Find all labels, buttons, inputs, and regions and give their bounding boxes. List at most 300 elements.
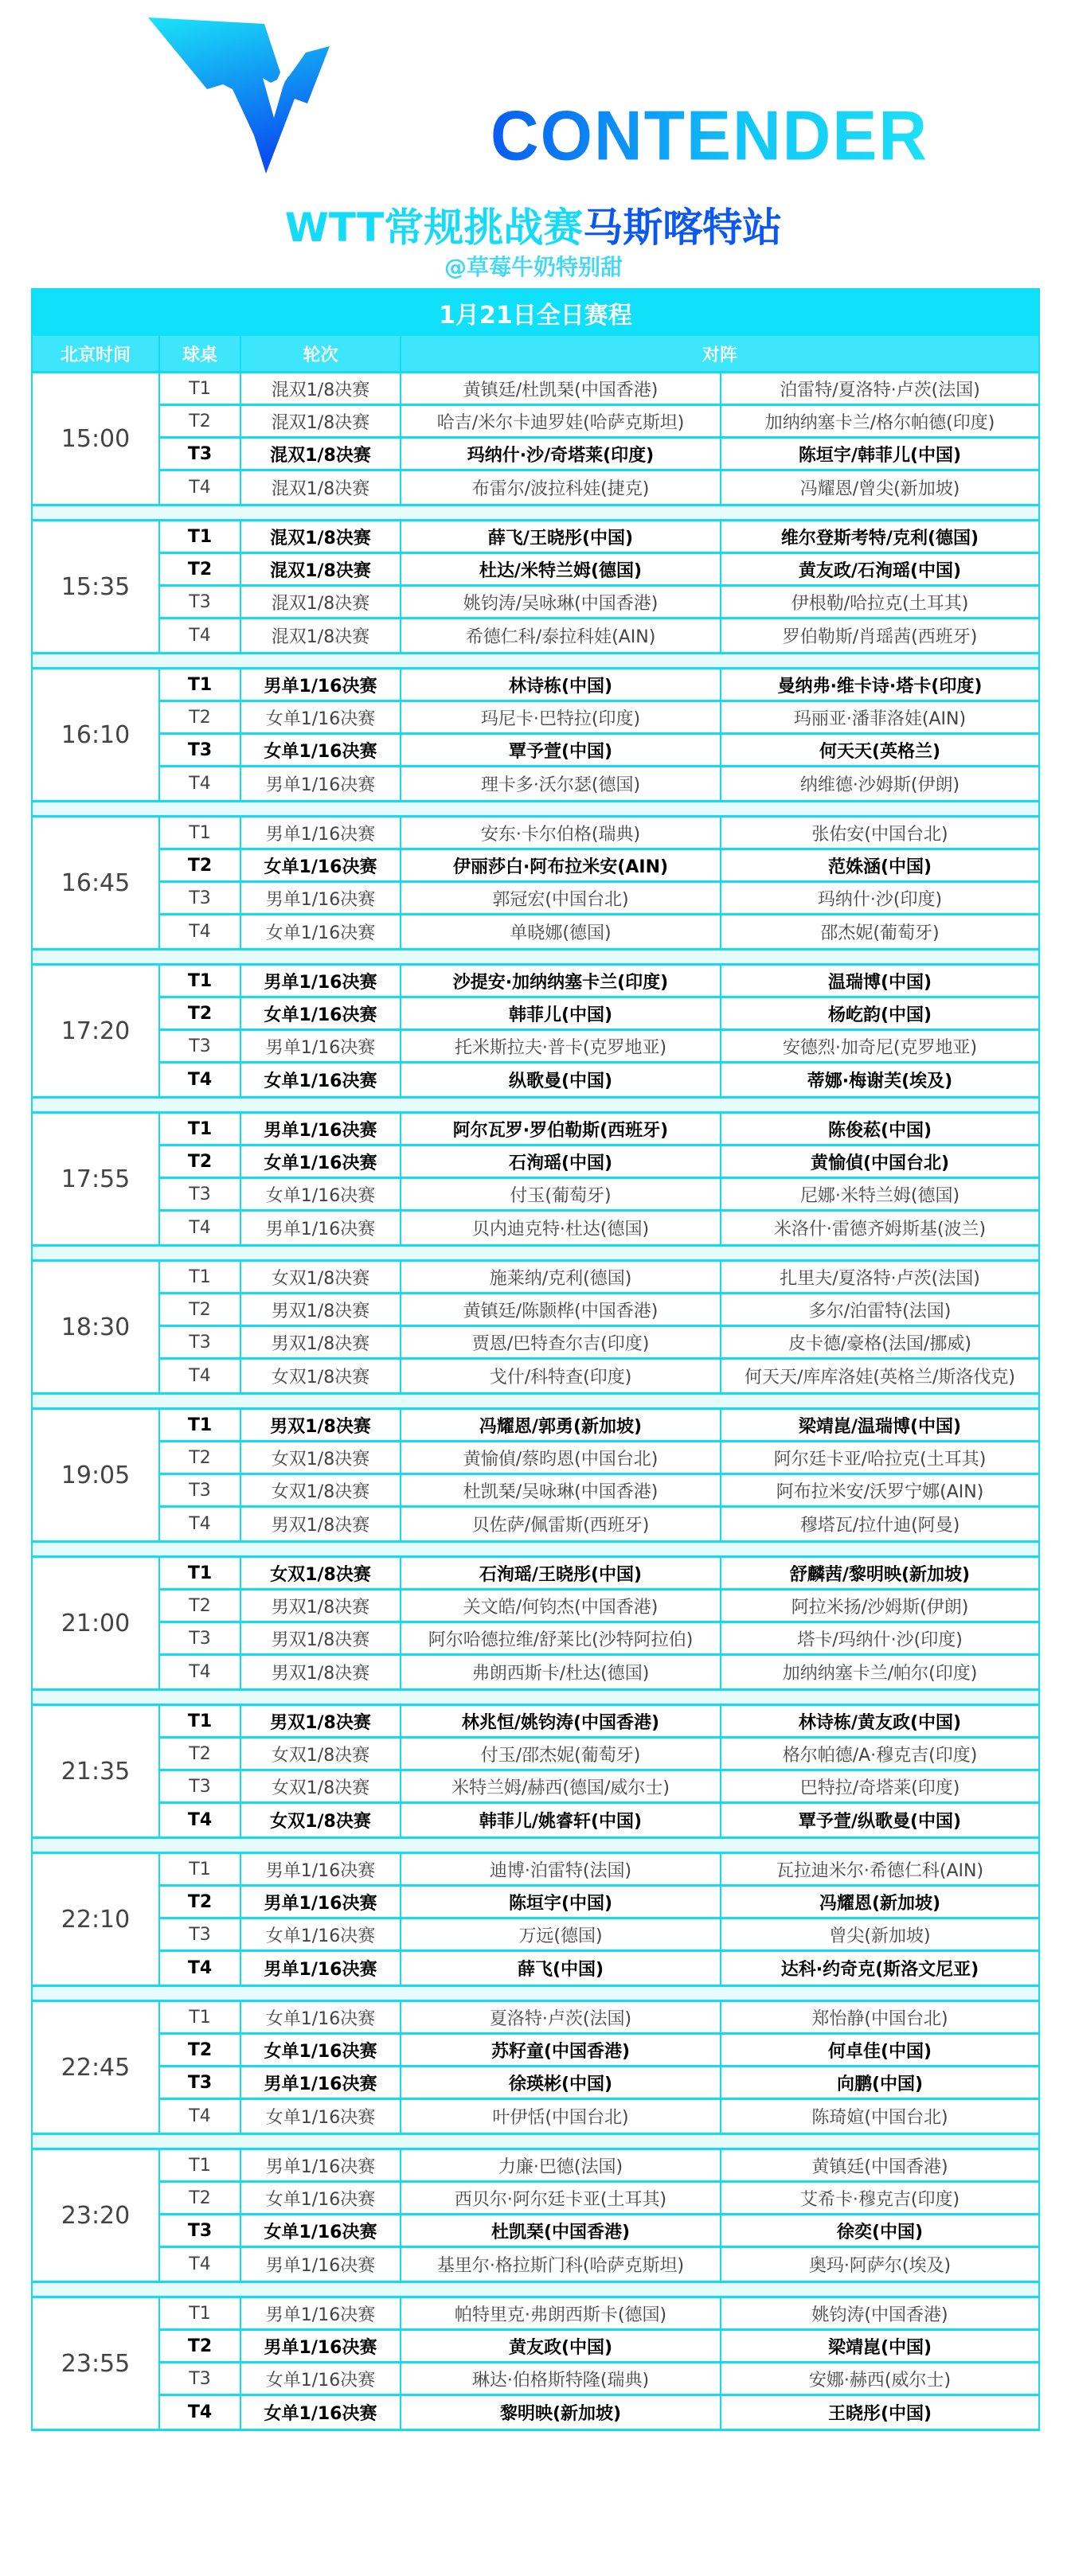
header-round: 轮次 bbox=[241, 336, 401, 371]
time-cell: 21:35 bbox=[33, 1706, 160, 1836]
round-cell: 混双1/8决赛 bbox=[241, 406, 401, 436]
time-block bbox=[33, 1114, 1038, 1247]
time-block bbox=[33, 1706, 1038, 1839]
block-rows bbox=[160, 2298, 1038, 2429]
player-a: 力廉·巴德(法国) bbox=[401, 2150, 721, 2180]
time-cell: 21:00 bbox=[33, 1558, 160, 1688]
block-spacer bbox=[33, 2283, 1038, 2298]
player-b: 陈垣宇/韩菲儿(中国) bbox=[798, 445, 962, 466]
title-series: WTT常规挑战赛 bbox=[284, 205, 584, 251]
player-b: 黄镇廷(中国香港) bbox=[811, 2156, 948, 2177]
round-cell: 女单1/16决赛 bbox=[241, 2002, 401, 2032]
player-a: 叶伊恬(中国台北) bbox=[401, 2100, 721, 2133]
table-row bbox=[160, 702, 1038, 735]
table-row bbox=[160, 2363, 1038, 2396]
table-row bbox=[160, 1739, 1038, 1771]
table-row bbox=[160, 1179, 1038, 1212]
table-row bbox=[160, 1212, 1038, 1244]
player-a: 西贝尔·阿尔廷卡亚(土耳其) bbox=[401, 2183, 721, 2213]
block-spacer bbox=[33, 1543, 1038, 1558]
block-spacer bbox=[33, 654, 1038, 669]
table-number: T3 bbox=[160, 1771, 241, 1801]
player-b: 艾希卡·穆克吉(印度) bbox=[799, 2189, 960, 2210]
table-number: T3 bbox=[160, 2215, 241, 2246]
player-b: 何天天/库库洛娃(英格兰/斯洛伐克) bbox=[745, 1368, 1015, 1388]
block-spacer bbox=[33, 1839, 1038, 1854]
table-number: T3 bbox=[160, 2363, 241, 2394]
table-row bbox=[160, 619, 1038, 652]
table-number: T2 bbox=[160, 998, 241, 1028]
player-b: 米洛什·雷德齐姆斯基(波兰) bbox=[773, 1220, 987, 1239]
table-row bbox=[160, 2331, 1038, 2363]
time-block bbox=[33, 1410, 1038, 1543]
table-number: T4 bbox=[160, 767, 241, 800]
table-number: T4 bbox=[160, 1360, 241, 1392]
round-cell: 混双1/8决赛 bbox=[241, 587, 401, 617]
round-cell: 女单1/16决赛 bbox=[241, 702, 401, 732]
table-row bbox=[160, 767, 1038, 800]
round-cell: 女单1/16决赛 bbox=[241, 850, 401, 880]
time-cell: 16:10 bbox=[33, 669, 160, 800]
round-cell: 女单1/16决赛 bbox=[241, 1179, 401, 1209]
table-row bbox=[160, 2100, 1038, 2133]
player-b: 塔卡/玛纳什·沙(印度) bbox=[797, 1630, 963, 1650]
table-row bbox=[160, 1262, 1038, 1294]
header-matchup: 对阵 bbox=[702, 345, 737, 365]
round-cell: 男单1/16决赛 bbox=[241, 2331, 401, 2361]
table-row bbox=[160, 2002, 1038, 2035]
player-a: 贝内迪克特·杜达(德国) bbox=[401, 1212, 721, 1244]
player-a: 施莱纳/克利(德国) bbox=[401, 1262, 721, 1292]
player-b: 温瑞博(中国) bbox=[827, 972, 932, 993]
table-number: T4 bbox=[160, 471, 241, 504]
player-b: 伊根勒/哈拉克(土耳其) bbox=[791, 593, 969, 614]
table-number: T1 bbox=[160, 373, 241, 404]
round-cell: 男双1/8决赛 bbox=[241, 1656, 401, 1688]
player-b: 黄愉偵(中国台北) bbox=[810, 1153, 950, 1173]
block-rows bbox=[160, 818, 1038, 948]
player-a: 陈垣宇(中国) bbox=[401, 1887, 721, 1917]
table-number: T4 bbox=[160, 2100, 241, 2133]
table-number: T3 bbox=[160, 1919, 241, 1950]
player-b: 加纳纳塞卡兰/帕尔(印度) bbox=[782, 1664, 978, 1684]
table-number: T2 bbox=[160, 1887, 241, 1917]
player-b: 曾尖(新加坡) bbox=[829, 1926, 931, 1946]
time-cell: 23:20 bbox=[33, 2150, 160, 2281]
time-cell: 17:55 bbox=[33, 1114, 160, 1244]
player-b: 冯耀恩/曾尖(新加坡) bbox=[799, 479, 960, 499]
table-number: T1 bbox=[160, 1262, 241, 1292]
player-a: 阿尔哈德拉维/舒莱比(沙特阿拉伯) bbox=[401, 1623, 721, 1653]
event-title bbox=[0, 196, 1067, 253]
table-number: T4 bbox=[160, 2248, 241, 2281]
table-row bbox=[160, 883, 1038, 915]
table-row bbox=[160, 471, 1038, 504]
player-b: 冯耀恩(新加坡) bbox=[819, 1893, 941, 1914]
player-b: 纳维德·沙姆斯(伊朗) bbox=[799, 775, 960, 795]
player-a: 玛尼卡·巴特拉(印度) bbox=[401, 702, 721, 732]
table-row bbox=[160, 2035, 1038, 2067]
player-a: 布雷尔/波拉科娃(捷克) bbox=[401, 471, 721, 504]
round-cell: 女单1/16决赛 bbox=[241, 735, 401, 765]
player-a: 沙提安·加纳纳塞卡兰(印度) bbox=[401, 966, 721, 996]
player-b: 维尔登斯考特/克利(德国) bbox=[780, 528, 979, 548]
round-cell: 男双1/8决赛 bbox=[241, 1706, 401, 1736]
block-rows bbox=[160, 2002, 1038, 2133]
player-a: 安东·卡尔伯格(瑞典) bbox=[401, 818, 721, 848]
block-spacer bbox=[33, 802, 1038, 818]
player-a: 理卡多·沃尔瑟(德国) bbox=[401, 767, 721, 800]
time-cell: 22:10 bbox=[33, 1854, 160, 1985]
table-row bbox=[160, 1360, 1038, 1392]
player-b: 穆塔瓦/拉什迪(阿曼) bbox=[799, 1516, 960, 1536]
round-cell: 女双1/8决赛 bbox=[241, 1771, 401, 1801]
table-number: T3 bbox=[160, 1179, 241, 1209]
round-cell: 女双1/8决赛 bbox=[241, 1804, 401, 1836]
table-number: T2 bbox=[160, 1294, 241, 1325]
player-a: 韩菲儿(中国) bbox=[401, 998, 721, 1028]
table-number: T1 bbox=[160, 966, 241, 996]
round-cell: 女单1/16决赛 bbox=[241, 2363, 401, 2394]
round-cell: 女单1/16决赛 bbox=[241, 1064, 401, 1096]
player-a: 林诗栋(中国) bbox=[401, 669, 721, 700]
table-row bbox=[160, 1031, 1038, 1064]
time-block bbox=[33, 1854, 1038, 1987]
round-cell: 女双1/8决赛 bbox=[241, 1262, 401, 1292]
player-b: 范姝涵(中国) bbox=[827, 857, 932, 877]
player-b: 覃予萱/纵歌曼(中国) bbox=[798, 1812, 962, 1832]
player-a: 玛纳什·沙/奇塔莱(印度) bbox=[401, 439, 721, 469]
player-a: 伊丽莎白·阿布拉米安(AIN) bbox=[401, 850, 721, 880]
player-b: 何天天(英格兰) bbox=[819, 741, 941, 762]
table-row bbox=[160, 373, 1038, 406]
table-number: T3 bbox=[160, 2067, 241, 2098]
round-cell: 男单1/16决赛 bbox=[241, 966, 401, 996]
table-row bbox=[160, 406, 1038, 439]
player-a: 姚钧涛/吴咏琳(中国香港) bbox=[401, 587, 721, 617]
table-number: T3 bbox=[160, 1031, 241, 1061]
round-cell: 女单1/16决赛 bbox=[241, 915, 401, 948]
author-credit: @草莓牛奶特别甜 bbox=[444, 254, 623, 280]
round-cell: 女双1/8决赛 bbox=[241, 1558, 401, 1588]
player-a: 薛飞/王晓彤(中国) bbox=[401, 521, 721, 552]
block-rows bbox=[160, 1706, 1038, 1836]
player-b: 多尔/泊雷特(法国) bbox=[808, 1301, 952, 1321]
player-b: 阿尔廷卡亚/哈拉克(土耳其) bbox=[773, 1449, 987, 1469]
block-spacer bbox=[33, 1691, 1038, 1706]
table-row bbox=[160, 1706, 1038, 1739]
table-row bbox=[160, 1854, 1038, 1887]
round-cell: 混双1/8决赛 bbox=[241, 373, 401, 404]
player-a: 覃予萱(中国) bbox=[401, 735, 721, 765]
table-row bbox=[160, 966, 1038, 998]
table-number: T4 bbox=[160, 915, 241, 948]
table-number: T1 bbox=[160, 521, 241, 552]
round-cell: 男单1/16决赛 bbox=[241, 818, 401, 848]
round-cell: 混双1/8决赛 bbox=[241, 521, 401, 552]
player-b: 舒麟茜/黎明映(新加坡) bbox=[789, 1564, 971, 1585]
player-b: 陈琦媗(中国台北) bbox=[811, 2108, 948, 2128]
player-b: 梁靖崑/温瑞博(中国) bbox=[798, 1416, 962, 1437]
block-spacer bbox=[33, 1099, 1038, 1114]
table-row bbox=[160, 1294, 1038, 1327]
time-cell: 22:45 bbox=[33, 2002, 160, 2133]
table-row bbox=[160, 669, 1038, 702]
player-a: 黄镇廷/陈颢桦(中国香港) bbox=[401, 1294, 721, 1325]
table-number: T4 bbox=[160, 619, 241, 652]
player-a: 万远(德国) bbox=[401, 1919, 721, 1950]
round-cell: 女单1/16决赛 bbox=[241, 998, 401, 1028]
round-cell: 女单1/16决赛 bbox=[241, 1919, 401, 1950]
player-b: 向鹏(中国) bbox=[836, 2074, 924, 2094]
table-row bbox=[160, 1508, 1038, 1540]
block-rows bbox=[160, 521, 1038, 652]
table-row bbox=[160, 554, 1038, 587]
player-a: 杜凯琹(中国香港) bbox=[401, 2215, 721, 2246]
table-number: T4 bbox=[160, 1212, 241, 1244]
round-cell: 男单1/16决赛 bbox=[241, 1114, 401, 1144]
table-number: T1 bbox=[160, 1854, 241, 1884]
round-cell: 男单1/16决赛 bbox=[241, 2298, 401, 2328]
table-row bbox=[160, 2215, 1038, 2248]
time-block bbox=[33, 818, 1038, 950]
table-title: 1月21日全日赛程 bbox=[33, 290, 1038, 336]
table-number: T2 bbox=[160, 2331, 241, 2361]
player-a: 夏洛特·卢茨(法国) bbox=[401, 2002, 721, 2032]
table-row bbox=[160, 735, 1038, 767]
player-b: 陈俊菘(中国) bbox=[827, 1120, 932, 1141]
player-b: 扎里夫/夏洛特·卢茨(法国) bbox=[780, 1268, 980, 1289]
table-number: T3 bbox=[160, 439, 241, 469]
round-cell: 女双1/8决赛 bbox=[241, 1360, 401, 1392]
round-cell: 男单1/16决赛 bbox=[241, 883, 401, 913]
table-number: T3 bbox=[160, 1327, 241, 1357]
player-b: 姚钧涛(中国香港) bbox=[811, 2305, 948, 2325]
table-number: T1 bbox=[160, 2002, 241, 2032]
table-row bbox=[160, 2150, 1038, 2183]
round-cell: 男双1/8决赛 bbox=[241, 1327, 401, 1357]
round-cell: 女单1/16决赛 bbox=[241, 2215, 401, 2246]
table-number: T1 bbox=[160, 2298, 241, 2328]
wtt-logo-icon bbox=[143, 14, 478, 174]
block-rows bbox=[160, 1114, 1038, 1244]
player-b: 阿拉米扬/沙姆斯(伊朗) bbox=[791, 1597, 969, 1618]
round-cell: 男双1/8决赛 bbox=[241, 1410, 401, 1440]
player-b: 郑怡静(中国台北) bbox=[811, 2008, 948, 2029]
block-rows bbox=[160, 1410, 1038, 1540]
round-cell: 女单1/16决赛 bbox=[241, 2183, 401, 2213]
table-row bbox=[160, 850, 1038, 883]
player-a: 托米斯拉夫·普卡(克罗地亚) bbox=[401, 1031, 721, 1061]
player-b: 梁靖崑(中国) bbox=[827, 2337, 932, 2358]
round-cell: 男双1/8决赛 bbox=[241, 1590, 401, 1621]
player-b: 罗伯勒斯/肖瑶茜(西班牙) bbox=[782, 627, 978, 647]
table-row bbox=[160, 1410, 1038, 1442]
player-b: 张佑安(中国台北) bbox=[811, 824, 948, 845]
table-row bbox=[160, 2248, 1038, 2281]
title-location: 马斯喀特站 bbox=[583, 205, 783, 251]
player-b: 加纳纳塞卡兰/格尔帕德(印度) bbox=[764, 412, 995, 433]
table-number: T1 bbox=[160, 1558, 241, 1588]
player-b: 瓦拉迪米尔·希德仁科(AIN) bbox=[776, 1860, 984, 1881]
round-cell: 男双1/8决赛 bbox=[241, 1294, 401, 1325]
time-block bbox=[33, 669, 1038, 802]
table-row bbox=[160, 1590, 1038, 1623]
player-b: 林诗栋/黄友政(中国) bbox=[798, 1712, 962, 1733]
table-number: T2 bbox=[160, 2035, 241, 2065]
table-row bbox=[160, 2396, 1038, 2429]
round-cell: 男单1/16决赛 bbox=[241, 1212, 401, 1244]
player-a: 郭冠宏(中国台北) bbox=[401, 883, 721, 913]
table-row bbox=[160, 1146, 1038, 1179]
time-cell: 15:35 bbox=[33, 521, 160, 652]
block-spacer bbox=[33, 2135, 1038, 2150]
block-rows bbox=[160, 966, 1038, 1096]
player-a: 贝佐萨/佩雷斯(西班牙) bbox=[401, 1508, 721, 1540]
player-a: 纵歌曼(中国) bbox=[401, 1064, 721, 1096]
block-rows bbox=[160, 1558, 1038, 1688]
round-cell: 男单1/16决赛 bbox=[241, 1854, 401, 1884]
table-number: T2 bbox=[160, 2183, 241, 2213]
table-number: T2 bbox=[160, 1146, 241, 1177]
round-cell: 男单1/16决赛 bbox=[241, 767, 401, 800]
table-number: T4 bbox=[160, 1804, 241, 1836]
round-cell: 男单1/16决赛 bbox=[241, 1031, 401, 1061]
time-block bbox=[33, 2150, 1038, 2283]
round-cell: 女单1/16决赛 bbox=[241, 1146, 401, 1177]
round-cell: 男双1/8决赛 bbox=[241, 1623, 401, 1653]
player-b: 格尔帕德/A·穆克吉(印度) bbox=[782, 1745, 978, 1766]
player-b: 奥玛·阿萨尔(埃及) bbox=[808, 2256, 952, 2276]
player-b: 王晓彤(中国) bbox=[827, 2404, 932, 2424]
table-number: T3 bbox=[160, 883, 241, 913]
time-block bbox=[33, 1558, 1038, 1691]
player-b: 曼纳弗·维卡诗·塔卡(印度) bbox=[777, 676, 983, 697]
round-cell: 女单1/16决赛 bbox=[241, 2100, 401, 2133]
table-number: T3 bbox=[160, 1475, 241, 1505]
contender-logo-text: CONTENDER bbox=[491, 96, 928, 177]
time-cell: 16:45 bbox=[33, 818, 160, 948]
player-a: 黄友政(中国) bbox=[401, 2331, 721, 2361]
table-number: T2 bbox=[160, 406, 241, 436]
table-number: T3 bbox=[160, 1623, 241, 1653]
player-a: 杜达/米特兰姆(德国) bbox=[401, 554, 721, 584]
table-number: T2 bbox=[160, 702, 241, 732]
player-a: 冯耀恩/郭勇(新加坡) bbox=[401, 1410, 721, 1440]
table-row bbox=[160, 1771, 1038, 1804]
player-a: 付玉(葡萄牙) bbox=[401, 1179, 721, 1209]
player-a: 迪博·泊雷特(法国) bbox=[401, 1854, 721, 1884]
player-a: 苏籽童(中国香港) bbox=[401, 2035, 721, 2065]
round-cell: 混双1/8决赛 bbox=[241, 471, 401, 504]
block-rows bbox=[160, 1262, 1038, 1392]
table-number: T2 bbox=[160, 850, 241, 880]
table-row bbox=[160, 915, 1038, 948]
block-rows bbox=[160, 669, 1038, 800]
table-row bbox=[160, 998, 1038, 1031]
table-header bbox=[33, 336, 1038, 373]
table-row bbox=[160, 1623, 1038, 1656]
round-cell: 男单1/16决赛 bbox=[241, 1952, 401, 1985]
player-a: 杜凯琹/吴咏琳(中国香港) bbox=[401, 1475, 721, 1505]
player-a: 黎明映(新加坡) bbox=[401, 2396, 721, 2429]
table-row bbox=[160, 1919, 1038, 1952]
block-spacer bbox=[33, 1395, 1038, 1410]
player-a: 单晓娜(德国) bbox=[401, 915, 721, 948]
block-rows bbox=[160, 373, 1038, 504]
table-row bbox=[160, 1952, 1038, 1985]
table-number: T3 bbox=[160, 587, 241, 617]
round-cell: 混双1/8决赛 bbox=[241, 619, 401, 652]
player-b: 何卓佳(中国) bbox=[827, 2041, 932, 2062]
player-a: 关文皓/何钧杰(中国香港) bbox=[401, 1590, 721, 1621]
player-a: 帕特里克·弗朗西斯卡(德国) bbox=[401, 2298, 721, 2328]
player-b: 邵杰妮(葡萄牙) bbox=[820, 923, 940, 943]
time-block bbox=[33, 1262, 1038, 1395]
table-row bbox=[160, 2298, 1038, 2331]
player-a: 贾恩/巴特查尔吉(印度) bbox=[401, 1327, 721, 1357]
block-spacer bbox=[33, 950, 1038, 966]
table-row bbox=[160, 1114, 1038, 1146]
player-a: 石洵瑶(中国) bbox=[401, 1146, 721, 1177]
player-b: 皮卡德/豪格(法国/挪威) bbox=[788, 1333, 971, 1354]
player-b: 尼娜·米特兰姆(德国) bbox=[799, 1185, 960, 1206]
block-rows bbox=[160, 2150, 1038, 2281]
table-row bbox=[160, 1804, 1038, 1836]
round-cell: 男单1/16决赛 bbox=[241, 669, 401, 700]
table-row bbox=[160, 2183, 1038, 2215]
block-spacer bbox=[33, 506, 1038, 521]
table-number: T2 bbox=[160, 1442, 241, 1473]
player-a: 弗朗西斯卡/杜达(德国) bbox=[401, 1656, 721, 1688]
round-cell: 女双1/8决赛 bbox=[241, 1442, 401, 1473]
time-cell: 18:30 bbox=[33, 1262, 160, 1392]
table-row bbox=[160, 1442, 1038, 1475]
block-spacer bbox=[33, 1987, 1038, 2002]
player-a: 希德仁科/泰拉科娃(AIN) bbox=[401, 619, 721, 652]
table-row bbox=[160, 1475, 1038, 1508]
player-a: 哈吉/米尔卡迪罗娃(哈萨克斯坦) bbox=[401, 406, 721, 436]
table-number: T4 bbox=[160, 2396, 241, 2429]
time-block bbox=[33, 2002, 1038, 2135]
player-a: 薛飞(中国) bbox=[401, 1952, 721, 1985]
table-number: T1 bbox=[160, 1706, 241, 1736]
schedule-table bbox=[31, 288, 1040, 2431]
time-cell: 15:00 bbox=[33, 373, 160, 504]
round-cell: 女单1/16决赛 bbox=[241, 2396, 401, 2429]
time-cell: 23:55 bbox=[33, 2298, 160, 2429]
table-number: T2 bbox=[160, 1739, 241, 1769]
player-a: 基里尔·格拉斯门科(哈萨克斯坦) bbox=[401, 2248, 721, 2281]
table-number: T4 bbox=[160, 1952, 241, 1985]
player-a: 黄愉偵/蔡昀恩(中国台北) bbox=[401, 1442, 721, 1473]
round-cell: 男单1/16决赛 bbox=[241, 1887, 401, 1917]
player-a: 米特兰姆/赫西(德国/威尔士) bbox=[401, 1771, 721, 1801]
table-number: T1 bbox=[160, 1114, 241, 1144]
player-b: 安德烈·加奇尼(克罗地亚) bbox=[782, 1037, 978, 1058]
round-cell: 女双1/8决赛 bbox=[241, 1739, 401, 1769]
player-a: 阿尔瓦罗·罗伯勒斯(西班牙) bbox=[401, 1114, 721, 1144]
table-number: T4 bbox=[160, 1508, 241, 1540]
time-block bbox=[33, 521, 1038, 654]
table-row bbox=[160, 1558, 1038, 1590]
block-spacer bbox=[33, 1247, 1038, 1262]
time-cell: 17:20 bbox=[33, 966, 160, 1096]
table-number: T1 bbox=[160, 818, 241, 848]
round-cell: 女双1/8决赛 bbox=[241, 1475, 401, 1505]
player-a: 徐瑛彬(中国) bbox=[401, 2067, 721, 2098]
player-b: 泊雷特/夏洛特·卢茨(法国) bbox=[780, 380, 980, 400]
